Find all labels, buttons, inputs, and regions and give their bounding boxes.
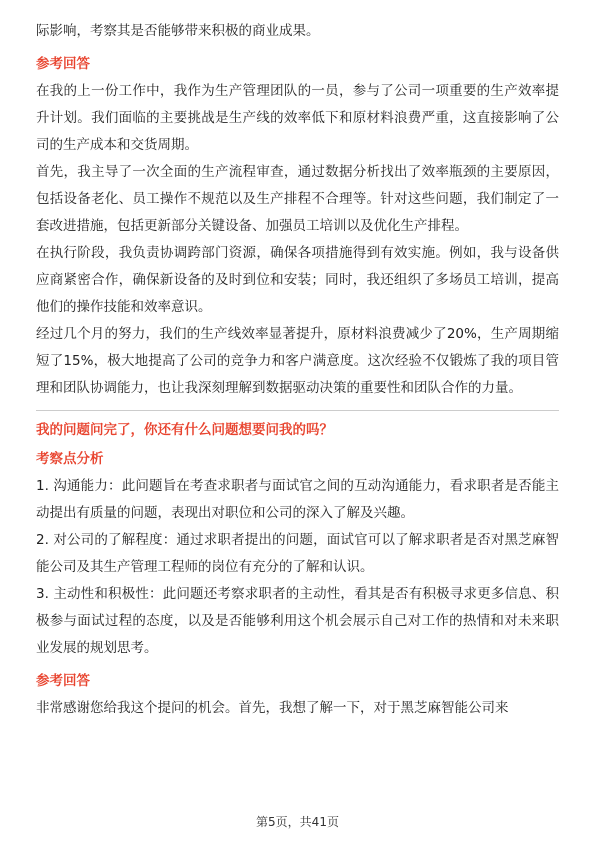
intro-line: 际影响，考察其是否能够带来积极的商业成果。 [36, 23, 320, 39]
section-divider [36, 410, 559, 411]
page-footer: 第5页，共41页 [256, 815, 339, 829]
answer-paragraph: 首先，我主导了一次全面的生产流程审查，通过数据分析找出了效率瓶颈的主要原因，包括设备老化、员工操作不规范以及生产排程不合理等。针对这些问题，我们制定了一套改进措施，包括更新部分关键设备、加强员工培训以及优化生产排程。 [36, 164, 559, 234]
analysis-item: 3. 主动性和积极性：此问题还考察求职者的主动性，看其是否有积极寻求更多信息、积极参与面试过程的态度，以及是否能够利用这个机会展示自己对工作的热情和对未来职业发展的规划思考。 [36, 586, 559, 656]
page-content [36, 18, 559, 722]
answer-paragraph: 在执行阶段，我负责协调跨部门资源，确保各项措施得到有效实施。例如，我与设备供应商紧密合作，确保新设备的及时到位和安装；同时，我还组织了多场员工培训，提高他们的操作技能和效率意识。 [36, 245, 559, 315]
analysis-item: 1. 沟通能力：此问题旨在考查求职者与面试官之间的互动沟通能力，看求职者是否能主动提出有质量的问题，表现出对职位和公司的深入了解及兴趣。 [36, 478, 559, 521]
analysis-heading: 考察点分析 [36, 451, 104, 467]
answer-heading: 参考回答 [36, 673, 90, 689]
answer-paragraph: 非常感谢您给我这个提问的机会。首先，我想了解一下，对于黑芝麻智能公司来 [36, 700, 509, 716]
answer-paragraph: 经过几个月的努力，我们的生产线效率显著提升，原材料浪费减少了20%，生产周期缩短了15%，极大地提高了公司的竞争力和客户满意度。这次经验不仅锻炼了我的项目管理和团队协调能力，也让我深刻理解到数据驱动决策的重要性和团队合作的力量。 [36, 326, 559, 396]
answer-heading: 参考回答 [36, 56, 90, 72]
question-title: 我的问题问完了，你还有什么问题想要问我的吗？ [36, 422, 333, 438]
answer-paragraph: 在我的上一份工作中，我作为生产管理团队的一员，参与了公司一项重要的生产效率提升计划。我们面临的主要挑战是生产线的效率低下和原材料浪费严重，这直接影响了公司的生产成本和交货周期。 [36, 83, 559, 153]
analysis-item: 2. 对公司的了解程度：通过求职者提出的问题，面试官可以了解求职者是否对黑芝麻智能公司及其生产管理工程师的岗位有充分的了解和认识。 [36, 532, 559, 575]
